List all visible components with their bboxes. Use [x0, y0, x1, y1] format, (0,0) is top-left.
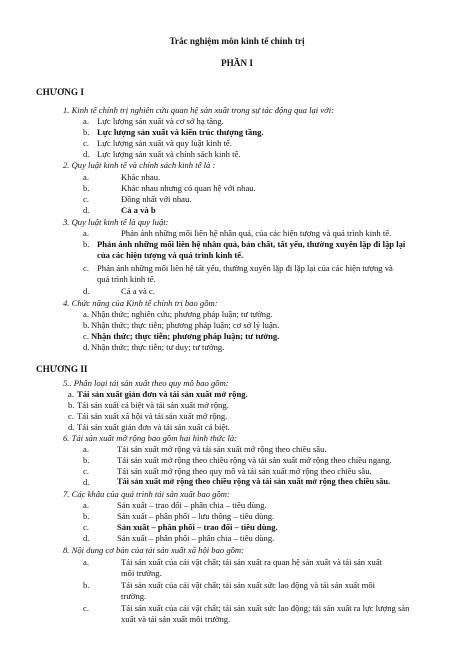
option-label: a.	[83, 500, 89, 510]
option-text: Tái sản xuất mở rộng theo quy mô và tái sản xuất mở rộng theo chiều sâu.	[117, 466, 372, 476]
option-label: d.	[83, 477, 90, 487]
chapter-heading: CHƯƠNG I	[36, 87, 84, 97]
option-label: b.	[83, 183, 90, 193]
option-label: a.	[83, 444, 89, 454]
option-text: Nhận thức; nghiên cứu; phương pháp luận; tư tưởng.	[91, 309, 273, 319]
option-text: Khác nhau.	[121, 172, 161, 182]
option-label: b.	[83, 127, 90, 137]
option-label: c.	[83, 603, 89, 613]
option-label: c.	[83, 331, 89, 341]
option-label: a.	[83, 116, 89, 126]
option-text: Đồng nhất với nhau.	[121, 194, 192, 204]
option-text-cont: môi trường.	[121, 568, 162, 578]
option-label: c.	[83, 138, 89, 148]
option-text: Sản xuất – phân phối – phân chia – tiêu dùng.	[117, 533, 275, 543]
question-text: 3. Quy luật kinh tế là quy luật:	[63, 217, 169, 227]
option-text: Tái sản xuất xã hội và tái sản xuất mở rộng.	[77, 411, 228, 421]
question-text: 4. Chức năng của Kinh tế chính trị bao gồm:	[63, 298, 218, 308]
option-text-answer: Tái sản xuất giản đơn và tái sản xuất mở rộng.	[77, 389, 248, 399]
option-text: Sản xuất – phân phối – lưu thông – tiêu dùng.	[117, 511, 275, 521]
option-label: c.	[83, 194, 89, 204]
option-text-answer: Lực lượng sản xuất và kiến trúc thượng tầng.	[97, 127, 264, 137]
option-text: Lực lượng sản xuất và quy luật kinh tế.	[97, 138, 232, 148]
part-title: PHẦN I	[221, 58, 253, 68]
option-text: Cả a và c.	[121, 286, 155, 296]
option-text-answer: Sản xuất – phân phối – trao đổi – tiêu dùng.	[117, 522, 278, 532]
option-label: d.	[83, 533, 90, 543]
option-text: Tái sản xuất của cải vật chất; tái sản xuất sức lao động và tái sản xuất môi	[121, 580, 376, 590]
option-label: b.	[68, 400, 75, 410]
option-text: Nhận thức; thực tiễn; tư duy; tư tưởng.	[91, 342, 225, 352]
question-text: 8. Nội dung cơ bản của tái sản xuất xã hội bao gồm:	[63, 545, 244, 555]
chapter-heading: CHƯƠNG II	[36, 364, 88, 374]
option-text-answer-cont: của các hiện tượng và quá trình kinh tế.	[97, 250, 244, 260]
option-text: Lực lượng sản xuất và chính sách kinh tế.	[97, 149, 241, 159]
option-text: Tái sản xuất cá biệt và tái sản xuất mở rộng.	[77, 400, 229, 410]
option-label: a.	[83, 309, 89, 319]
option-text: Tái sản xuất giản đơn và tái sản xuất cá biệt.	[77, 422, 230, 432]
option-label: a.	[83, 228, 89, 238]
option-label: b.	[83, 239, 90, 249]
option-text-cont: xuất và tái sản xuất môi trường.	[121, 614, 231, 624]
question-text: 1. Kinh tế chính trị nghiên cứu quan hệ sản xuất trong sự tác động qua lại với:	[63, 105, 334, 115]
option-label: a.	[83, 557, 89, 567]
option-label: d.	[83, 342, 90, 352]
question-text: 7. Các khâu của quá trình tái sản xuất bao gồm:	[63, 489, 230, 499]
option-text: Lực lượng sản xuất và cơ sở hạ tầng.	[97, 116, 224, 126]
option-text: Sản xuất – trao đổi – phân chia – tiêu dùng.	[117, 500, 267, 510]
option-label: a.	[68, 389, 74, 399]
option-text-answer: Tái sản xuất mở rộng theo chiều rộng và tái sản xuất mở rộng theo chiều sâu.	[117, 477, 391, 486]
option-text-answer: Phản ánh những mối liên hệ nhân quả, bản chất, tất yếu, thường xuyên lặp đi lặp lại	[97, 239, 406, 249]
option-label: d.	[83, 286, 90, 296]
question-text: 6. Tái sản xuất mở rộng bao gồm hai hình thức là:	[63, 433, 237, 443]
option-label: b.	[83, 580, 90, 590]
option-text-cont: quá trình kinh tế.	[97, 274, 156, 284]
option-text: Tái sản xuất của cải vật chất; tái sản xuất ra quan hệ sản xuất và tái sản xuất	[121, 557, 383, 567]
option-text: Tái sản xuất mở rộng theo chiều rộng và tái sản xuất mở rộng theo chiều ngang.	[117, 455, 392, 465]
option-text: Tái sản xuất mở rộng và tái sản xuất mở rộng theo chiều sâu.	[117, 444, 327, 454]
option-text-answer: Nhận thức; thực tiễn; phương pháp luận; tư tưởng.	[91, 331, 280, 341]
option-text: Tái sản xuất của cải vật chất; tái sản xuất sức lao động; tái sản xuất ra lực lượng sản	[121, 603, 410, 613]
option-label: d.	[83, 205, 90, 215]
question-text: 5.. Phân loại tái sản xuất theo quy mô bao gồm:	[63, 378, 229, 388]
option-label: c.	[83, 263, 89, 273]
option-label: c.	[83, 466, 89, 476]
option-label: a.	[83, 172, 89, 182]
question-text: 2. Quy luật kinh tế và chính sách kinh tế là :	[63, 160, 216, 170]
option-text: Phản ánh những mối liên hệ nhân quả, của các hiện tượng và quá trình kinh tế.	[121, 228, 392, 238]
option-text: Nhận thức; thực tiễn; phương pháp luận; cơ sở lý luận.	[91, 320, 280, 330]
option-label: d.	[83, 149, 90, 159]
option-text-answer: Cả a và b	[121, 205, 156, 215]
option-label: b.	[83, 511, 90, 521]
option-label: c.	[83, 522, 89, 532]
option-label: d.	[68, 422, 75, 432]
option-label: c.	[68, 411, 74, 421]
option-text-cont: trường.	[121, 591, 147, 601]
document-title: Trắc nghiệm môn kinh tế chính trị	[169, 36, 305, 46]
option-label: b.	[83, 455, 90, 465]
option-text: Phản ánh những mối liên hệ tất yếu, thường xuyên lặp đi lặp lại của các hiện tượng và	[97, 263, 393, 273]
option-label: b.	[83, 320, 90, 330]
option-text: Khác nhau nhưng có quan hệ với nhau.	[121, 183, 256, 193]
